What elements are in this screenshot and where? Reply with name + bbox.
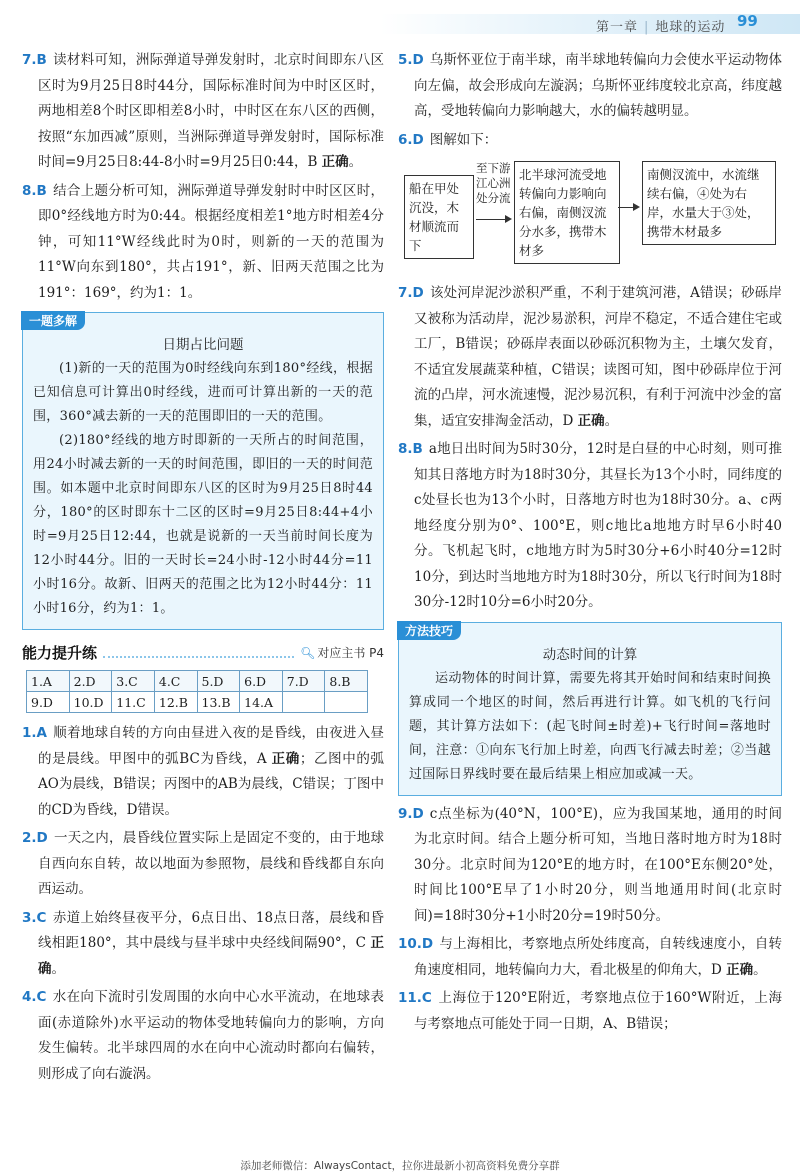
answer-letter: C <box>36 989 47 1005</box>
answer-end: 。 <box>348 154 363 170</box>
flow-box-start: 船在甲处沉没，木材顺流而下 <box>404 175 474 259</box>
correct-mark: 正确 <box>271 750 300 767</box>
multi-solution-box <box>22 312 384 630</box>
box-title: 动态时间的计算 <box>542 646 638 663</box>
answer-item-8 <box>398 437 782 616</box>
section-divider <box>103 646 294 658</box>
question-number: 10. <box>398 936 422 952</box>
table-cell: 1.A <box>27 671 70 692</box>
box-paragraph-2: (2)180°经线的地方时即新的一天所占的时间范围，用24小时减去新的一天的时间范围，即旧的一天的时间范围。如本题中北京时间即东八区的区时为9月25日8时44分，180°的区时即东十二区的区时=9月25日8:44+4小时=9月25日12:44，也就是说新的一天当前时间长度为12小时44分。旧的一天时长=24小时-12小时44分=11小时16分。故新、旧两天的范围之比为12小时44分：11小时16分，约为1：1。 <box>33 433 373 616</box>
answer-letter: D <box>421 936 434 952</box>
question-number: 8. <box>398 441 413 457</box>
answer-text: 上海位于120°E附近，考察地点位于160°W附近，上海与考察地点可能处于同一日期，A、B错误； <box>414 990 782 1032</box>
question-number: 1. <box>22 725 37 741</box>
flow-arrow-2 <box>618 207 638 208</box>
method-tips-tag: 方法技巧 <box>397 621 461 640</box>
question-number: 9. <box>398 805 413 822</box>
method-tips-box <box>398 622 782 796</box>
question-number: 3. <box>22 909 37 926</box>
answer-item-5 <box>398 48 782 125</box>
answer-item-6 <box>398 128 782 154</box>
correct-mark: 正确 <box>38 935 384 977</box>
answer-table <box>26 670 368 713</box>
table-cell: 9.D <box>27 692 70 713</box>
multi-solution-tag: 一题多解 <box>21 311 85 330</box>
answer-text: 与上海相比，考察地点所处纬度高，自转线速度小，自转角速度相同，地转偏向力大，看北极星的仰角大， <box>414 936 782 978</box>
box-title: 日期占比问题 <box>162 337 244 353</box>
flow-diagram <box>398 157 782 275</box>
answer-letter: D <box>412 805 424 822</box>
table-cell: 7.D <box>282 671 325 692</box>
answer-letter-inline: D <box>711 961 722 978</box>
section-ref-text: 对应主书 P4 <box>317 645 384 660</box>
answer-item-1 <box>22 721 384 823</box>
table-row <box>27 692 368 713</box>
answer-end: 。 <box>604 412 619 429</box>
table-cell <box>325 692 368 713</box>
answer-item-11 <box>398 986 782 1037</box>
correct-mark: 正确 <box>726 961 754 978</box>
table-cell: 11.C <box>112 692 155 713</box>
table-row <box>27 671 368 692</box>
answer-letter: B <box>36 52 47 68</box>
answer-text: a地日出时间为5时30分，12时是白昼的中心时刻，则可推知其日落地方时为18时30分，其昼长为13个小时，同纬度的c处昼长也为13个小时，日落地方时也为18时30分。a、c两地经度分别为0°、100°E，则c地比a地地方时早6小时40分。飞机起飞时，c地地方时为5时30分+6小时40分=12时10分，到达时当地地方时为18时30分，所以飞行时间为18时30分-12时10分=6小时20分。 <box>414 441 782 610</box>
page-number: 99 <box>737 12 758 30</box>
answer-text: 水在向下流时引发周围的水向中心水平流动，在地球表面(赤道除外)水平运动的物体受地转偏向力的影响，方向发生偏转。北半球四周的水在向中心流动时都向右偏转，则形成了向右漩涡。 <box>38 989 384 1082</box>
table-cell: 6.D <box>240 671 283 692</box>
answer-item-3 <box>22 906 384 983</box>
magnifier-icon: 🔍︎ <box>300 645 316 660</box>
answer-item-10 <box>398 932 782 983</box>
answer-letter: D <box>412 131 424 148</box>
footer-note: 添加老师微信：AlwaysContact，拉你进最新小初高资料免费分享群 <box>240 1160 560 1172</box>
question-number: 6. <box>398 131 413 148</box>
answer-letter: D <box>36 830 48 846</box>
answer-end: 。 <box>51 960 65 977</box>
page-header <box>0 0 800 36</box>
answer-text: 顺着地球自转的方向由昼进入夜的是昏线，由夜进入昼的是晨线。甲图中的弧BC为昏线， <box>38 725 384 767</box>
answer-text: 一天之内，晨昏线位置实际上是固定不变的，由于地球自西向东自转，故以地面为参照物，晨线和昏线都自东向西运动。 <box>38 830 384 897</box>
answer-end: 。 <box>753 961 767 978</box>
table-cell <box>282 692 325 713</box>
flow-arrow-1 <box>476 219 510 220</box>
answer-text: 赤道上始终昼夜平分，6点日出、18点日落，晨线和昏线相距180°，其中晨线与昼半球中央经线间隔90°， <box>38 909 384 951</box>
right-column <box>398 48 782 1040</box>
answer-letter: D <box>412 285 424 301</box>
chapter-number: 第一章 <box>596 20 639 35</box>
answer-text: 图解如下： <box>429 131 498 148</box>
table-cell: 4.C <box>154 671 197 692</box>
table-cell: 14.A <box>240 692 283 713</box>
question-number: 4. <box>22 989 37 1005</box>
answer-item-4 <box>22 985 384 1087</box>
table-cell: 8.B <box>325 671 368 692</box>
answer-text: c点坐标为(40°N，100°E)，应为我国某地，通用的时间为北京时间。结合上题分析可知，当地日落时地方时为18时30分。北京时间为120°E的地方时，在100°E东侧20°处，时间比100°E早了1小时20分，则当地通用时间(北京时间)=18时30分+1小时20分=19时50分。 <box>414 805 782 924</box>
flow-box-middle: 北半球河流受地转偏向力影响向右偏，南侧汊流分水多，携带木材多 <box>514 161 620 264</box>
answer-item-7 <box>22 48 384 176</box>
correct-mark: 正确 <box>321 154 349 170</box>
answer-letter: A <box>36 725 47 741</box>
answer-letter-inline: A <box>256 750 267 767</box>
box-paragraph-1: 运动物体的时间计算，需要先将其开始时间和结束时间换算成同一个地区的时间，然后再进行计算。如飞机的飞行问题，其计算方法如下：(起飞时间±时差)+飞行时间=落地时间，注意：①向东飞行加上时差，向西飞行减去时差；②当越过国际日界线时要在最后结果上相应加或减一天。 <box>409 670 771 782</box>
answer-letter-inline: C <box>355 935 366 951</box>
answer-item-9 <box>398 802 782 930</box>
flow-box-end: 南侧汊流中，水流继续右偏，④处为右岸，水量大于③处，携带木材最多 <box>642 161 776 245</box>
answer-letter: C <box>36 909 47 926</box>
answer-letter: B <box>36 182 47 199</box>
table-cell: 13.B <box>197 692 240 713</box>
answer-letter: C <box>421 990 432 1006</box>
question-number: 2. <box>22 830 37 846</box>
chapter-title <box>596 16 725 35</box>
chapter-separator: | <box>644 20 650 35</box>
table-cell: 5.D <box>197 671 240 692</box>
left-column <box>22 48 384 1090</box>
answer-text: 读材料可知，洲际弹道导弹发射时，北京时间即东八区区时为9月25日8时44分，国际标准时间为中时区区时，两地相差8个时区即相差8小时，中时区在东八区的西侧，按照“东加西减”原则，当洲际弹道导弹发射时，国际标准时间=9月25日8:44-8小时=9月25日0:44， <box>38 52 384 170</box>
answer-text: 乌斯怀亚位于南半球，南半球地转偏向力会使水平运动物体向左偏，故会形成向左漩涡；乌斯怀亚纬度较北京高，纬度越高，受地转偏向力影响越大，水的偏转越明显。 <box>414 52 782 119</box>
answer-item-8 <box>22 179 384 307</box>
section-reference <box>300 644 384 661</box>
answer-letter-inline: D <box>562 412 574 429</box>
table-cell: 2.D <box>69 671 112 692</box>
flow-arrow-label: 至下游江心洲处分流 <box>476 161 511 205</box>
correct-mark: 正确 <box>577 412 605 429</box>
answer-text: 该处河岸泥沙淤积严重，不利于建筑河港，A错误；砂砾岸又被称为活动岸，泥沙易淤积，河岸不稳定，不适合建住宅或工厂，B错误；砂砾岸表面以砂砾沉积物为主，土壤欠发育，不适宜发展蔬菜种植，C错误；读图可知，图中砂砾岸位于河流的凸岸，河水流速慢，泥沙易沉积，有利于河流中沙金的富集，适宜安排淘金活动， <box>414 285 782 429</box>
question-number: 5. <box>398 52 413 68</box>
box-paragraph-1: (1)新的一天的范围为0时经线向东到180°经线，根据已知信息可计算出0时经线，进而可计算出新的一天的范围，360°减去新的一天的范围即旧的一天的范围。 <box>33 361 373 424</box>
table-cell: 3.C <box>112 671 155 692</box>
answer-letter: B <box>412 441 423 457</box>
table-cell: 12.B <box>154 692 197 713</box>
answer-rest: ；乙图中的弧AO为晨线，B错误；丙图中的AB为晨线，C错误；丁图中的CD为昏线，D错误。 <box>38 750 384 818</box>
section-title: 能力提升练 <box>22 643 98 662</box>
question-number: 7. <box>398 285 413 301</box>
question-number: 7. <box>22 52 37 68</box>
answer-item-2 <box>22 826 384 903</box>
answer-item-7 <box>398 281 782 434</box>
chapter-name: 地球的运动 <box>655 20 726 35</box>
section-header <box>22 640 384 664</box>
answer-letter-inline: B <box>307 154 318 170</box>
answer-letter: D <box>412 52 424 68</box>
table-cell: 10.D <box>69 692 112 713</box>
question-number: 11. <box>398 990 422 1006</box>
answer-text: 结合上题分析可知，洲际弹道导弹发射时中时区区时，即0°经线地方时为0:44。根据经度相差1°地方时相差4分钟，可知11°W经线此时为0时，则新的一天的范围为11°W向东到180°，共占191°，新、旧两天范围之比为191°：169°，约为1：1。 <box>38 182 384 301</box>
question-number: 8. <box>22 182 37 199</box>
